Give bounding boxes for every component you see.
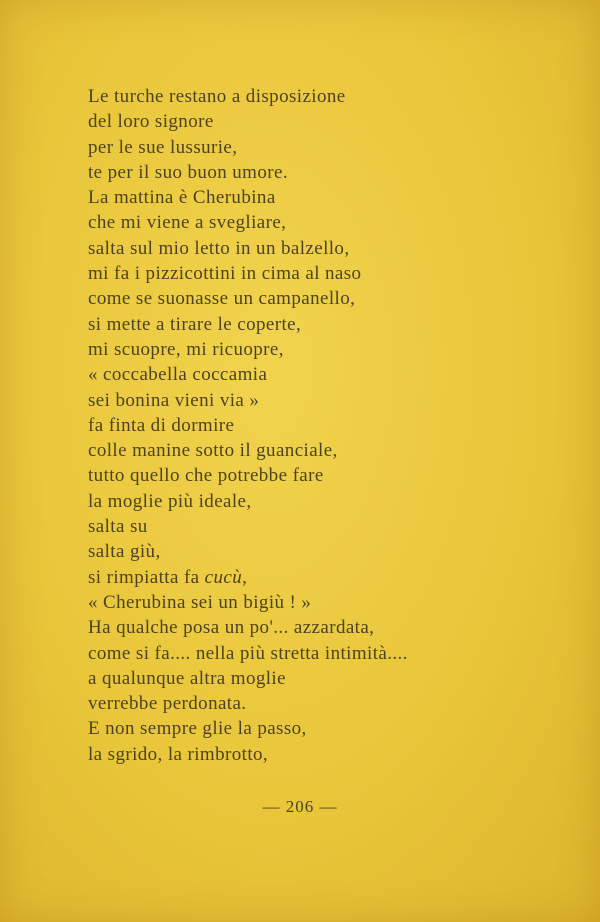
poem-line: « Cherubina sei un bigiù ! » [88, 591, 312, 613]
poem-line: come si fa.... nella più stretta intimità.... [88, 642, 408, 664]
poem-line: che mi viene a svegliare, [88, 212, 287, 234]
poem-line: mi scuopre, mi ricuopre, [88, 338, 284, 360]
poem-line: te per il suo buon umore. [88, 161, 288, 183]
poem-line: verrebbe perdonata. [88, 693, 247, 715]
poem-line-text: si rimpiatta fa [88, 566, 205, 588]
poem-line: Le turche restano a disposizione [88, 86, 346, 107]
poem-line: salta sul mio letto in un balzello, [88, 237, 350, 259]
poem-line: Ha qualche posa un po'... azzardata, [88, 617, 375, 639]
poem-line: a qualunque altra moglie [88, 667, 286, 689]
poem-line: si mette a tirare le coperte, [88, 313, 302, 335]
poem-text [88, 84, 408, 767]
poem-line-italic: cucù [204, 566, 243, 588]
poem-line: salta su [88, 516, 148, 538]
poem-line: la moglie più ideale, [88, 490, 252, 512]
poem-line: sei bonina vieni via » [88, 389, 260, 411]
poem-line: la sgrido, la rimbrotto, [88, 743, 269, 765]
poem-line: come se suonasse un campanello, [88, 288, 356, 310]
poem-line: tutto quello che potrebbe fare [88, 465, 324, 487]
poem-line: salta giù, [88, 541, 161, 563]
poem-line-text: , [242, 566, 248, 588]
poem-line: fa finta di dormire [88, 414, 235, 436]
page-number: — 206 — [262, 797, 338, 816]
poem-line: del loro signore [88, 111, 214, 133]
poem-line: colle manine sotto il guanciale, [88, 440, 338, 462]
poem-line: E non sempre glie la passo, [88, 718, 307, 740]
poem-line: per le sue lussurie, [88, 136, 238, 158]
poem-line: « coccabella coccamia [88, 364, 268, 386]
poem-line: La mattina è Cherubina [88, 187, 276, 209]
poem-line [88, 565, 408, 590]
poem-line: mi fa i pizzicottini in cima al naso [88, 263, 362, 285]
